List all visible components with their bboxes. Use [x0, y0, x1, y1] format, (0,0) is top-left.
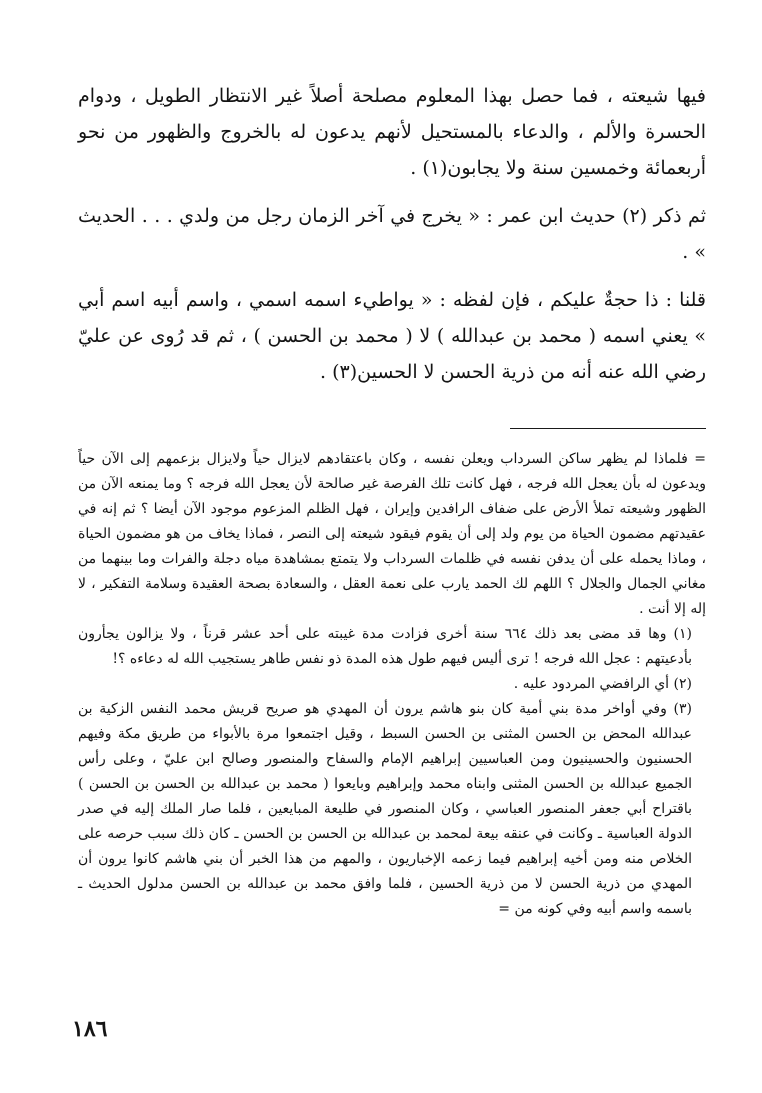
main-text: [78, 78, 706, 390]
footnote-3: (٣) وفي أواخر مدة بني أمية كان بنو هاشم يرون أن المهدي هو صريح قريش محمد النفس الزكية بن عبدالله المحض بن الحسن المثنى بن الحسن السبط ، وقيل اجتمعوا مرة بالأبواء من طريق مكة وفيهم الحسنيون والحسينيون ومن العباسيين إبراهيم الإمام والسفاح والمنصور وصالح ابن عليّ ، وعلى رأس الجميع عبدالله بن الحسن المثنى وابناه محمد وإبراهيم وبايعوا ( محمد بن عبدالله بن الحسن بن الحسن ) باقتراح أبي جعفر المنصور العباسي ، وكان المنصور في طليعة المبايعين ، فلما صار الملك إليه في صدر الدولة العباسية ـ وكانت في عنقه بيعة لمحمد بن عبدالله بن الحسن بن الحسن ـ كان ذلك سبب حرصه على الخلاص منه ومن أخيه إبراهيم فيما زعمه الإخباريون ، والمهم من هذا الخبر أن بني هاشم كانوا يرون أن المهدي من ذرية الحسن لا من ذرية الحسين ، فلما وافق محمد بن عبدالله بن الحسن مدلول الحديث ـ باسمه واسم أبيه وفي كونه من =: [78, 701, 692, 917]
main-paragraph: قلنا : ذا حجةٌ عليكم ، فإن لفظه : « يواطيء اسمه اسمي ، واسم أبيه اسم أبي » يعني اسمه ( محمد بن عبدالله ) لا ( محمد بن الحسن ) ، ثم قد رُوى عن عليّ رضي الله عنه أنه من ذرية الحسن لا الحسين(٣) .: [78, 289, 706, 383]
footnote-2: (٢) أي الرافضي المردود عليه .: [513, 676, 692, 692]
footnote-separator: [510, 428, 706, 429]
page-number: ١٨٦: [72, 1016, 108, 1042]
footnotes: [78, 447, 706, 922]
page: [78, 78, 706, 922]
main-paragraph: ثم ذكر (٢) حديث ابن عمر : « يخرج في آخر الزمان رجل من ولدي . . . الحديث » .: [78, 205, 706, 263]
main-paragraph: فيها شيعته ، فما حصل بهذا المعلوم مصلحة أصلاً غير الانتظار الطويل ، ودوام الحسرة والألم ، والدعاء بالمستحيل لأنهم يدعون له بالخروج والظهور من نحو أربعمائة وخمسين سنة ولا يجابون(١) .: [78, 85, 706, 179]
footnote-1: (١) وها قد مضى بعد ذلك ٦٦٤ سنة أخرى فزادت مدة غيبته على أحد عشر قرناً ، ولا يزالون يجأرون بأدعيتهم : عجل الله فرجه ! ترى أليس فيهم طول هذه المدة ذو نفس طاهر يستجيب الله له دعاءه ؟!: [78, 626, 692, 667]
footnote-continuation: = فلماذا لم يظهر ساكن السرداب ويعلن نفسه ، وكان باعتقادهم لايزال حياً ولايزال بزعمهم إلى الآن حياً ويدعون له بأن يعجل الله فرجه ، فهل كانت تلك الفرصة غير صالحة لأن يعجل الله فرجه ؟ وما يمنعه الآن من الظهور وشيعته تملأ الأرض على ضفاف الرافدين وإيران ، فهل الظلم المزعوم موجود الآن أيضا ؟ ثم إنه في عقيدتهم مضمون الحياة من يوم ولد إلى أن يقوم فيقود شيعته إلى النصر ، فماذا يخاف من هو مضمون الحياة ، وماذا يحمله على أن يدفن نفسه في ظلمات السرداب ولا يتمتع بمشاهدة مياه دجلة والفرات وما بينهما من مغاني الجمال والجلال ؟ اللهم لك الحمد يارب على نعمة العقل ، والسعادة بصحة العقيدة وسلامة التفكير ، لا إله إلا أنت .: [78, 451, 706, 617]
